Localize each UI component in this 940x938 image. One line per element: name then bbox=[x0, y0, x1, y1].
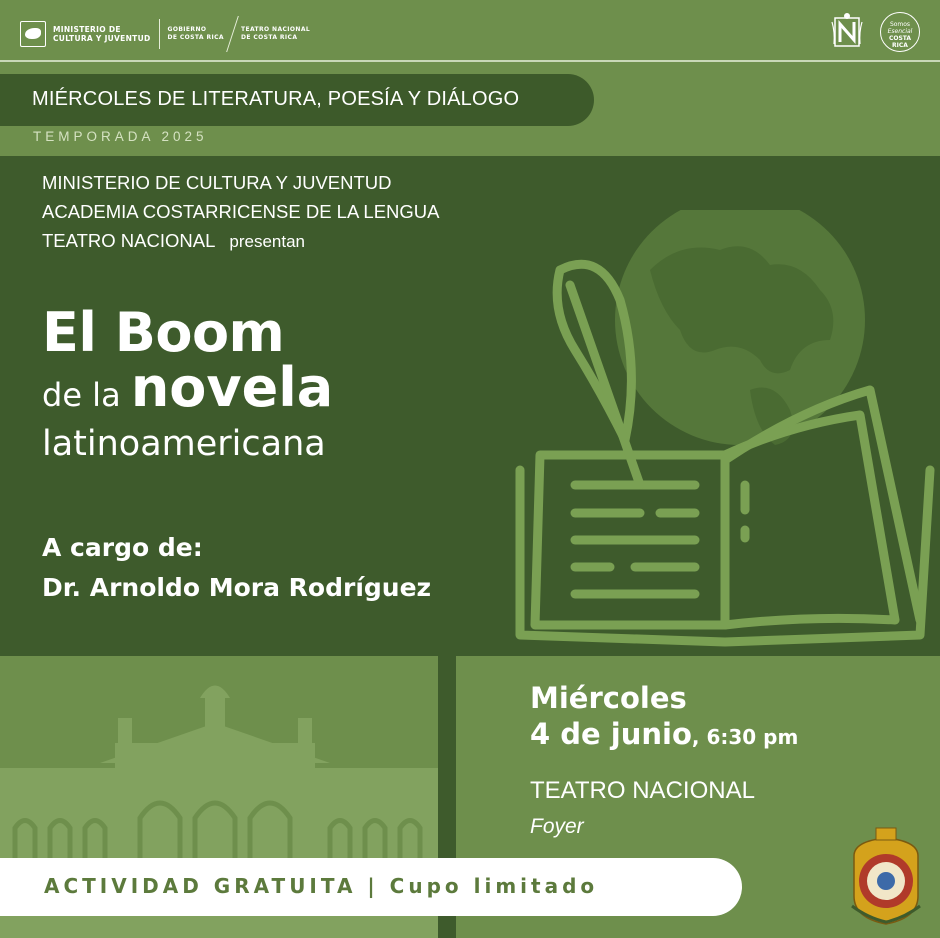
costa-rica-map-icon bbox=[20, 21, 46, 47]
date-block bbox=[530, 680, 798, 755]
title-line2-bold: novela bbox=[130, 356, 334, 419]
header-bar bbox=[0, 0, 940, 60]
somos-costa-rica-badge bbox=[880, 12, 920, 52]
ministerio-logo-text bbox=[53, 25, 151, 43]
title-line3: latinoamericana bbox=[42, 424, 326, 464]
badge-line1: Somos bbox=[889, 21, 911, 28]
event-title bbox=[42, 302, 333, 469]
badge-line2: Esencial bbox=[887, 28, 913, 35]
presenter-teatro-row bbox=[42, 226, 440, 256]
footer-text: ACTIVIDAD GRATUITA | Cupo limitado bbox=[44, 874, 599, 898]
gobierno-line1: GOBIERNO bbox=[167, 26, 207, 33]
logo-divider bbox=[159, 19, 160, 49]
presenter-ministerio: MINISTERIO DE CULTURA Y JUVENTUD bbox=[42, 172, 392, 193]
ministerio-line1: MINISTERIO DE bbox=[53, 25, 121, 34]
badge-line4: RICA bbox=[892, 42, 908, 49]
header-divider bbox=[0, 60, 940, 62]
event-room: Foyer bbox=[530, 815, 584, 838]
title-line1: El Boom bbox=[42, 301, 285, 364]
title-line2-pre: de la bbox=[42, 376, 131, 414]
presenters-verb: presentan bbox=[229, 232, 305, 251]
gobierno-text bbox=[168, 26, 224, 42]
ministerio-line2: CULTURA Y JUVENTUD bbox=[53, 34, 151, 43]
presenter-teatro: TEATRO NACIONAL bbox=[42, 230, 216, 251]
gobierno-line2: DE COSTA RICA bbox=[167, 34, 224, 41]
teatro-line2: DE COSTA RICA bbox=[240, 34, 298, 41]
quill-book-globe-icon bbox=[500, 210, 940, 656]
presenter-academia: ACADEMIA COSTARRICENSE DE LA LENGUA bbox=[42, 201, 440, 222]
speaker-block bbox=[42, 528, 431, 608]
event-time: , 6:30 pm bbox=[691, 725, 799, 749]
logo-slash-divider bbox=[226, 16, 239, 52]
event-day: Miércoles bbox=[530, 681, 687, 715]
title-line2 bbox=[42, 356, 334, 419]
teatro-crest-icon bbox=[830, 12, 864, 50]
season-label: TEMPORADA 2025 bbox=[33, 129, 208, 144]
presenters-block bbox=[42, 168, 440, 256]
speaker-name: Dr. Arnoldo Mora Rodríguez bbox=[42, 573, 432, 602]
academia-seal-icon bbox=[848, 826, 924, 926]
event-date-row bbox=[530, 716, 798, 755]
teatro-text bbox=[241, 26, 310, 42]
teatro-line1: TEATRO NACIONAL bbox=[240, 26, 311, 33]
event-date: 4 de junio bbox=[530, 717, 692, 751]
series-title: MIÉRCOLES DE LITERATURA, POESÍA Y DIÁLOGO bbox=[32, 88, 520, 110]
badge-line3: COSTA bbox=[888, 35, 912, 42]
event-venue: TEATRO NACIONAL bbox=[530, 777, 755, 804]
ministerio-logo bbox=[20, 16, 310, 52]
speaker-label: A cargo de: bbox=[42, 533, 203, 562]
